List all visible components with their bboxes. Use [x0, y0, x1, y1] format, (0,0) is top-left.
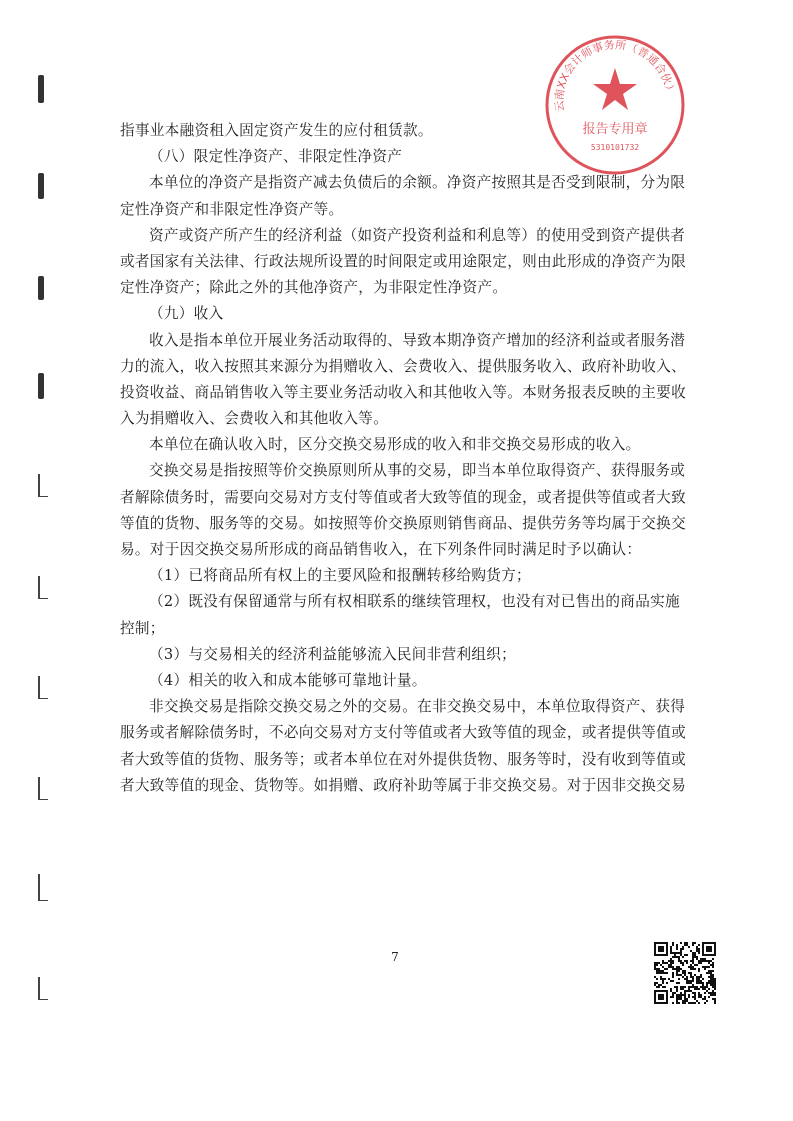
binding-tick	[38, 977, 48, 1000]
list-item: （2）既没有保留通常与所有权相联系的继续管理权，也没有对已售出的商品实施	[149, 593, 680, 611]
binding-mark	[38, 75, 44, 103]
binding-tick	[38, 676, 48, 699]
text-line: 或者国家有关法律、行政法规所设置的时间限定或用途限定，则由此形成的净资产为限	[120, 252, 686, 270]
binding-tick	[38, 576, 48, 599]
section-heading: （八）限定性净资产、非限定性净资产	[149, 148, 403, 166]
text-line: 易。对于因交换交易所形成的商品销售收入，在下列条件同时满足时予以确认：	[120, 541, 642, 558]
text-line: 服务或者解除债务时，不必向交易对方支付等值或者大致等值的现金，或者提供等值或	[120, 724, 686, 742]
binding-tick	[38, 777, 48, 800]
seal-number: 5310101732	[590, 143, 640, 152]
binding-tick	[38, 474, 48, 497]
text-line: 定性净资产和非限定性净资产等。	[120, 200, 344, 218]
text-line: 定性净资产；除此之外的其他净资产，为非限定性净资产。	[120, 279, 508, 297]
text-line: 本单位在确认收入时，区分交换交易形成的收入和非交换交易形成的收入。	[149, 436, 641, 454]
section-heading: （九）收入	[149, 305, 224, 323]
text-line: 者解除债务时，需要向交易对方支付等值或者大致等值的现金，或者提供等值或者大致	[120, 488, 686, 506]
text-line: 控制；	[120, 619, 165, 637]
binding-mark	[38, 276, 44, 300]
seal-center-text: 报告专用章	[582, 122, 648, 137]
text-line: 者大致等值的现金、货物等。如捐赠、政府补助等属于非交换交易。对于因非交换交易	[120, 776, 686, 794]
text-line: 收入是指本单位开展业务活动取得的、导致本期净资产增加的经济利益或者服务潜	[149, 331, 686, 349]
text-line: 者大致等值的货物、服务等；或者本单位在对外提供货物、服务等时，没有收到等值或	[120, 750, 686, 768]
text-line: 力的流入，收入按照其来源分为捐赠收入、会费收入、提供服务收入、政府补助收入、	[120, 357, 686, 375]
text-line: 投资收益、商品销售收入等主要业务活动收入和其他收入等。本财务报表反映的主要收	[120, 383, 686, 401]
svg-text:云南XX会计师事务所（普通合伙）: 云南XX会计师事务所（普通合伙）	[552, 38, 677, 113]
body-text	[120, 118, 686, 799]
list-item: （4）相关的收入和成本能够可靠地计量。	[149, 671, 427, 689]
binding-tick	[38, 874, 48, 901]
list-item: （1）已将商品所有权上的主要风险和报酬转移给购货方；	[149, 567, 531, 585]
text-line: 交换交易是指按照等价交换原则所从事的交易，即当本单位取得资产、获得服务或	[149, 462, 686, 480]
text-line: 资产或资产所产生的经济利益（如资产投资利益和利息等）的使用受到资产提供者	[149, 226, 686, 244]
text-line: 指事业本融资租入固定资产发生的应付租赁款。	[120, 122, 433, 139]
list-item: （3）与交易相关的经济利益能够流入民间非营利组织；	[149, 645, 517, 663]
binding-mark	[38, 373, 44, 399]
seal-star-icon	[593, 68, 637, 110]
text-line: 等值的货物、服务等的交易。如按照等价交换原则销售商品、提供劳务等均属于交换交	[120, 514, 686, 532]
binding-mark	[38, 173, 44, 199]
text-line: 非交换交易是指除交换交易之外的交易。在非交换交易中，本单位取得资产、获得	[149, 698, 686, 716]
text-line: 入为捐赠收入、会费收入和其他收入等。	[120, 410, 389, 428]
text-line: 本单位的净资产是指资产减去负债后的余额。净资产按照其是否受到限制，分为限	[149, 174, 686, 192]
page-number: 7	[391, 950, 399, 964]
qr-code-icon	[654, 942, 716, 1004]
